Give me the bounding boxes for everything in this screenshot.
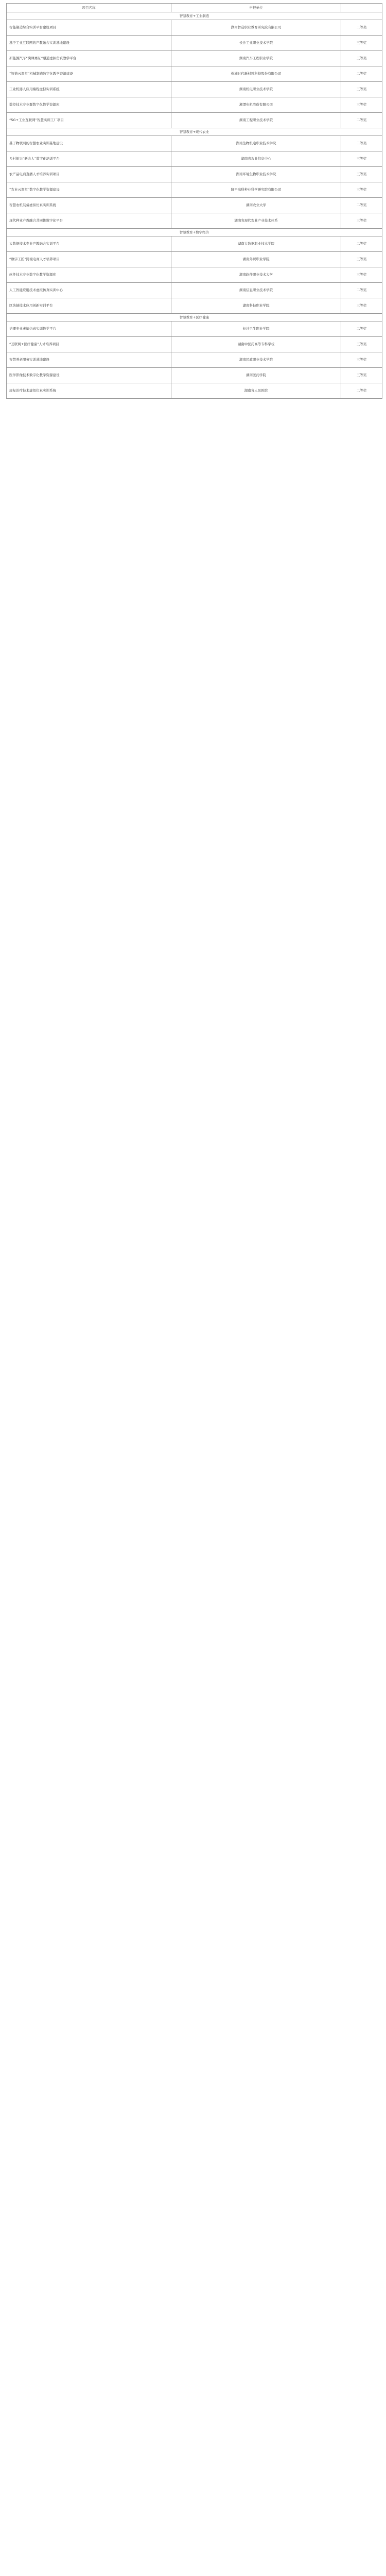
- project-name-cell: 智慧农机装备虚拟仿真实训系统: [7, 198, 171, 213]
- applicant-unit-cell: 湖南农业大学: [171, 198, 341, 213]
- grade-cell: 二等奖: [341, 321, 382, 337]
- project-name-cell: “智造云课堂”机械制造数字化教学资源建设: [7, 66, 171, 82]
- award-table: [6, 3, 382, 399]
- grade-cell: 三等奖: [341, 182, 382, 198]
- grade-cell: 三等奖: [341, 97, 382, 113]
- table-row: [7, 252, 382, 267]
- grade-cell: 三等奖: [341, 267, 382, 283]
- project-name-cell: 乡村振兴“新农人”数字化培训平台: [7, 151, 171, 167]
- project-name-cell: 数控技术专业群数字化教学资源库: [7, 97, 171, 113]
- header-grade: [341, 4, 382, 12]
- project-name-cell: 医学影像技术数字化教学资源建设: [7, 368, 171, 383]
- applicant-unit-cell: 湖南软件职业技术大学: [171, 267, 341, 283]
- table-row: [7, 298, 382, 314]
- table-row: [7, 82, 382, 97]
- grade-cell: 三等奖: [341, 151, 382, 167]
- grade-cell: 二等奖: [341, 283, 382, 298]
- table-row: [7, 113, 382, 128]
- grade-cell: 三等奖: [341, 352, 382, 368]
- applicant-unit-cell: 株洲时代新材料科技股份有限公司: [171, 66, 341, 82]
- table-row: [7, 213, 382, 229]
- table-row: [7, 167, 382, 182]
- header-project-name: 项目名称: [7, 4, 171, 12]
- section-title: 智慧教育+医疗健康: [7, 314, 382, 321]
- table-row: [7, 136, 382, 151]
- applicant-unit-cell: 湖南中医药高等专科学校: [171, 337, 341, 352]
- table-row: [7, 151, 382, 167]
- grade-cell: 二等奖: [341, 113, 382, 128]
- project-name-cell: 智能制造综合实训平台建设项目: [7, 20, 171, 36]
- table-row: [7, 236, 382, 252]
- project-name-cell: “数字工匠”跨境电商人才培养项目: [7, 252, 171, 267]
- grade-cell: 三等奖: [341, 298, 382, 314]
- project-name-cell: “互联网+医疗健康”人才培养项目: [7, 337, 171, 352]
- section-title: 智慧教育+现代农业: [7, 128, 382, 136]
- table-row: [7, 352, 382, 368]
- grade-cell: 二等奖: [341, 20, 382, 36]
- applicant-unit-cell: 湖南生物机电职业技术学院: [171, 136, 341, 151]
- section-row: [7, 229, 382, 236]
- project-name-cell: 区块链技术应用创新实训平台: [7, 298, 171, 314]
- table-row: [7, 337, 382, 352]
- project-name-cell: 基于物联网的智慧农业实训基地建设: [7, 136, 171, 151]
- grade-cell: 二等奖: [341, 66, 382, 82]
- section-row: [7, 12, 382, 20]
- table-header-row: [7, 4, 382, 12]
- applicant-unit-cell: 湖南省人民医院: [171, 383, 341, 399]
- applicant-unit-cell: 长沙卫生职业学院: [171, 321, 341, 337]
- table-row: [7, 383, 382, 399]
- table-row: [7, 97, 382, 113]
- grade-cell: 二等奖: [341, 198, 382, 213]
- table-row: [7, 182, 382, 198]
- table-row: [7, 66, 382, 82]
- applicant-unit-cell: 湖南省农业信息中心: [171, 151, 341, 167]
- grade-cell: 二等奖: [341, 383, 382, 399]
- grade-cell: 三等奖: [341, 167, 382, 182]
- applicant-unit-cell: 湖南环境生物职业技术学院: [171, 167, 341, 182]
- applicant-unit-cell: 湖南省现代农业产业技术体系: [171, 213, 341, 229]
- applicant-unit-cell: 隆平高科种业科学研究院有限公司: [171, 182, 341, 198]
- section-title: 智慧教育+工业制造: [7, 12, 382, 20]
- grade-cell: 三等奖: [341, 213, 382, 229]
- table-row: [7, 36, 382, 51]
- applicant-unit-cell: 湖南大数据职业技术学院: [171, 236, 341, 252]
- table-row: [7, 51, 382, 66]
- applicant-unit-cell: 长沙工业职业技术学院: [171, 36, 341, 51]
- project-name-cell: 人工智能应用技术虚拟仿真实训中心: [7, 283, 171, 298]
- project-name-cell: 新能源汽车“岗课赛证”融通虚拟仿真教学平台: [7, 51, 171, 66]
- project-name-cell: “农业云课堂”数字化教学资源建设: [7, 182, 171, 198]
- grade-cell: 二等奖: [341, 136, 382, 151]
- applicant-unit-cell: 湖南汽车工程职业学院: [171, 51, 341, 66]
- project-name-cell: 大数据技术专业产教融合实训平台: [7, 236, 171, 252]
- section-row: [7, 128, 382, 136]
- table-row: [7, 368, 382, 383]
- applicant-unit-cell: 湖南医药学院: [171, 368, 341, 383]
- applicant-unit-cell: 湘潭电机股份有限公司: [171, 97, 341, 113]
- applicant-unit-cell: 湖南外贸职业学院: [171, 252, 341, 267]
- applicant-unit-cell: 湖南信息职业技术学院: [171, 283, 341, 298]
- applicant-unit-cell: 湖南智造职业教育研究院有限公司: [171, 20, 341, 36]
- applicant-unit-cell: 湖南民政职业技术学院: [171, 352, 341, 368]
- grade-cell: 三等奖: [341, 51, 382, 66]
- applicant-unit-cell: 湖南科技职业学院: [171, 298, 341, 314]
- project-name-cell: 农产品电商直播人才培养实训项目: [7, 167, 171, 182]
- project-name-cell: “5G+工业互联网”智慧实训工厂项目: [7, 113, 171, 128]
- grade-cell: 二等奖: [341, 236, 382, 252]
- grade-cell: 三等奖: [341, 82, 382, 97]
- project-name-cell: 基于工业互联网的产教融合实训基地建设: [7, 36, 171, 51]
- applicant-unit-cell: 湖南工程职业技术学院: [171, 113, 341, 128]
- project-name-cell: 康复治疗技术虚拟仿真实训系统: [7, 383, 171, 399]
- grade-cell: 三等奖: [341, 337, 382, 352]
- project-name-cell: 智慧养老服务实训基地建设: [7, 352, 171, 368]
- table-row: [7, 198, 382, 213]
- project-name-cell: 现代种业产教融合共同体数字化平台: [7, 213, 171, 229]
- project-name-cell: 工业机器人应用编程虚拟实训系统: [7, 82, 171, 97]
- project-name-cell: 软件技术专业数字化教学资源库: [7, 267, 171, 283]
- section-title: 智慧教育+数字经济: [7, 229, 382, 236]
- table-row: [7, 321, 382, 337]
- grade-cell: 三等奖: [341, 368, 382, 383]
- header-applicant-unit: 申报单位: [171, 4, 341, 12]
- table-row: [7, 20, 382, 36]
- grade-cell: 三等奖: [341, 252, 382, 267]
- table-row: [7, 267, 382, 283]
- project-name-cell: 护理专业虚拟仿真实训教学平台: [7, 321, 171, 337]
- table-row: [7, 283, 382, 298]
- section-row: [7, 314, 382, 321]
- applicant-unit-cell: 湖南机电职业技术学院: [171, 82, 341, 97]
- grade-cell: 三等奖: [341, 36, 382, 51]
